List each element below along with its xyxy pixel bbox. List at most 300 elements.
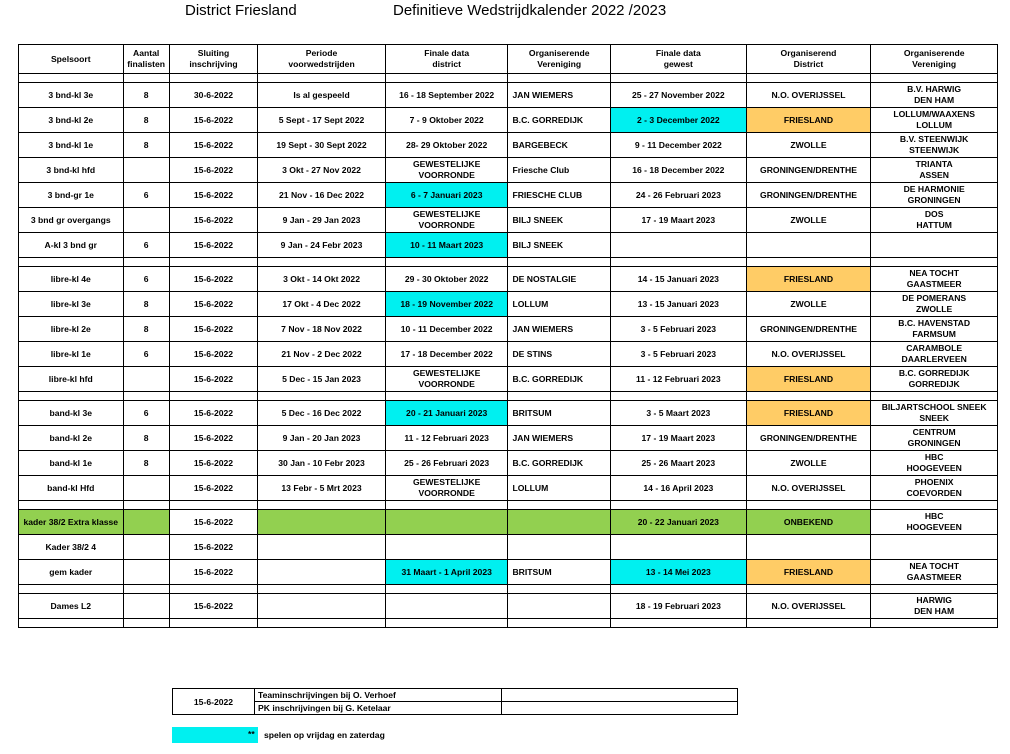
cell-organiserend-district	[746, 367, 871, 392]
cell-aantal-finalisten	[123, 401, 169, 426]
cell-aantal-finalisten	[123, 342, 169, 367]
table-row	[19, 401, 998, 426]
cell-finale-data-gewest	[610, 426, 746, 451]
spacer-cell	[258, 258, 386, 267]
table-row	[19, 476, 998, 501]
header-line: Periode	[305, 48, 338, 58]
spacer-cell	[508, 258, 611, 267]
cell-text: 13 - 15 Januari 2023	[637, 298, 719, 309]
cell-sluiting-inschrijving	[169, 560, 257, 585]
cell-finale-data-district	[385, 183, 508, 208]
cell-text: B.C. GORREDIJK	[512, 457, 584, 468]
cell-text: 3 - 5 Februari 2023	[640, 348, 717, 359]
cell-text: GEWESTELIJKE	[412, 477, 481, 487]
calendar-title: Definitieve Wedstrijdkalender 2022 /2023	[393, 2, 667, 19]
header-row	[19, 45, 998, 74]
cell-text: ZWOLLE	[790, 457, 827, 468]
cell-text: 8	[143, 89, 149, 100]
spacer-cell	[746, 258, 871, 267]
cell-periode-voorwedstrijden	[258, 108, 386, 133]
cell-text: 15-6-2022	[193, 114, 234, 125]
cell-periode-voorwedstrijden	[258, 401, 386, 426]
cell-text: 15-6-2022	[193, 516, 234, 527]
cell-text: BILJ SNEEK	[512, 239, 564, 250]
cell-finale-data-gewest	[610, 510, 746, 535]
cell-organiserende-vereniging	[508, 317, 611, 342]
cell-sluiting-inschrijving	[169, 367, 257, 392]
spacer-cell	[508, 619, 611, 628]
cell-periode-voorwedstrijden	[258, 133, 386, 158]
cell-organiserend-district	[746, 317, 871, 342]
table-row	[19, 133, 998, 158]
cell-text: GRONINGEN/DRENTHE	[760, 189, 857, 200]
spacer-cell	[123, 501, 169, 510]
spacer-cell	[123, 258, 169, 267]
cell-text: GAASTMEER	[906, 279, 962, 289]
cell-text: 13 - 14 Mei 2023	[645, 566, 711, 577]
cell-sluiting-inschrijving	[169, 158, 257, 183]
cell-text: ZWOLLE	[790, 214, 827, 225]
pk-registration-note: PK inschrijvingen bij G. Ketelaar	[255, 702, 502, 715]
cell-text: 15-6-2022	[193, 407, 234, 418]
cell-spelsoort	[19, 208, 124, 233]
spacer-cell	[169, 619, 257, 628]
cell-organiserende-vereniging-gewest	[871, 367, 998, 392]
cell-spelsoort	[19, 560, 124, 585]
cell-finale-data-district	[385, 158, 508, 183]
cell-organiserende-vereniging-gewest	[871, 594, 998, 619]
cell-finale-data-gewest	[610, 83, 746, 108]
cell-text: 18 - 19 November 2022	[400, 298, 493, 309]
cell-text: ZWOLLE	[790, 298, 827, 309]
header-line: Organiserend	[780, 48, 837, 58]
cell-text: 17 - 19 Maart 2023	[641, 432, 716, 443]
cell-organiserende-vereniging-gewest	[871, 401, 998, 426]
cell-organiserende-vereniging-gewest	[871, 158, 998, 183]
cell-spelsoort	[19, 451, 124, 476]
cell-spelsoort	[19, 594, 124, 619]
cell-finale-data-gewest	[610, 292, 746, 317]
cell-finale-data-district	[385, 401, 508, 426]
cell-text: B.C. GORREDIJK	[512, 373, 584, 384]
spacer-cell	[508, 501, 611, 510]
cell-organiserende-vereniging-gewest	[871, 83, 998, 108]
cell-text: GEWESTELIJKE	[412, 209, 481, 219]
registration-info-table	[172, 688, 738, 715]
cell-text: JAN WIEMERS	[512, 89, 574, 100]
spacer-cell	[169, 258, 257, 267]
cell-aantal-finalisten	[123, 594, 169, 619]
cell-aantal-finalisten	[123, 108, 169, 133]
header-line: finalisten	[127, 59, 166, 69]
cell-periode-voorwedstrijden	[258, 476, 386, 501]
table-row	[19, 158, 998, 183]
cell-spelsoort	[19, 367, 124, 392]
competition-calendar-table	[18, 44, 998, 628]
cell-text: STEENWIJK	[909, 145, 960, 155]
cell-organiserende-vereniging-gewest	[871, 476, 998, 501]
cell-text: 15-6-2022	[193, 566, 234, 577]
cell-organiserende-vereniging	[508, 108, 611, 133]
footer-empty-cell	[502, 689, 738, 702]
cell-text: BRITSUM	[512, 407, 552, 418]
table-row	[19, 292, 998, 317]
cell-sluiting-inschrijving	[169, 267, 257, 292]
cell-text: libre-kl 3e	[50, 298, 91, 309]
cell-text: 13 Febr - 5 Mrt 2023	[281, 482, 362, 493]
cell-text: HOOGEVEEN	[906, 522, 962, 532]
spacer-cell	[610, 258, 746, 267]
cell-organiserende-vereniging	[508, 133, 611, 158]
cell-sluiting-inschrijving	[169, 476, 257, 501]
spacer-cell	[385, 74, 508, 83]
spacer-cell	[19, 585, 124, 594]
cell-text: Friesche Club	[512, 164, 570, 175]
cell-organiserend-district	[746, 267, 871, 292]
cell-text: 3 - 5 Maart 2023	[646, 407, 711, 418]
spacer-cell	[871, 258, 998, 267]
cell-text: TRIANTA	[915, 159, 953, 169]
column-header-organiserende-vereniging	[508, 45, 611, 74]
cell-periode-voorwedstrijden	[258, 158, 386, 183]
column-header-spelsoort	[19, 45, 124, 74]
cell-organiserende-vereniging	[508, 292, 611, 317]
cell-text: 15-6-2022	[193, 298, 234, 309]
cell-text: 8	[143, 139, 149, 150]
cell-text: GORREDIJK	[908, 379, 960, 389]
cell-text: band-kl 1e	[49, 457, 93, 468]
cell-text: 5 Sept - 17 Sept 2022	[278, 114, 365, 125]
cell-text: 15-6-2022	[193, 139, 234, 150]
spacer-cell	[746, 585, 871, 594]
cell-organiserende-vereniging	[508, 510, 611, 535]
cell-text: 3 bnd-kl 2e	[48, 114, 94, 125]
cell-text: BRITSUM	[512, 566, 552, 577]
legend-color-swatch	[172, 727, 258, 743]
cell-finale-data-gewest	[610, 594, 746, 619]
cell-text: DOS	[924, 209, 944, 219]
cell-text: GRONINGEN	[907, 195, 961, 205]
cell-text: 15-6-2022	[193, 164, 234, 175]
cell-finale-data-gewest	[610, 158, 746, 183]
cell-text: B.C. GORREDIJK	[512, 114, 584, 125]
cell-organiserende-vereniging-gewest	[871, 292, 998, 317]
cell-text: 7 Nov - 18 Nov 2022	[281, 323, 362, 334]
cell-spelsoort	[19, 535, 124, 560]
cell-periode-voorwedstrijden	[258, 183, 386, 208]
footer-empty-cell	[502, 702, 738, 715]
column-header-periode-voorwedstrijden	[258, 45, 386, 74]
spacer-cell	[169, 501, 257, 510]
cell-text: FRIESLAND	[783, 407, 834, 418]
cell-text: 25 - 27 November 2022	[631, 89, 725, 100]
cell-organiserend-district	[746, 208, 871, 233]
cell-finale-data-district	[385, 451, 508, 476]
cell-finale-data-gewest	[610, 560, 746, 585]
cell-organiserende-vereniging	[508, 233, 611, 258]
cell-finale-data-gewest	[610, 476, 746, 501]
cell-periode-voorwedstrijden	[258, 451, 386, 476]
cell-organiserend-district	[746, 510, 871, 535]
spacer-cell	[123, 585, 169, 594]
cell-organiserende-vereniging-gewest	[871, 535, 998, 560]
cell-text: 3 bnd gr overgangs	[30, 214, 111, 225]
spacer-cell	[508, 74, 611, 83]
cell-finale-data-district	[385, 108, 508, 133]
cell-text: 16 - 18 September 2022	[399, 89, 495, 100]
cell-sluiting-inschrijving	[169, 108, 257, 133]
cell-aantal-finalisten	[123, 535, 169, 560]
cell-organiserende-vereniging	[508, 426, 611, 451]
cell-finale-data-gewest	[610, 233, 746, 258]
cell-organiserende-vereniging	[508, 183, 611, 208]
cell-organiserende-vereniging-gewest	[871, 560, 998, 585]
cell-sluiting-inschrijving	[169, 594, 257, 619]
cell-text: 3 bnd-kl 3e	[48, 89, 94, 100]
spacer-cell	[508, 392, 611, 401]
column-header-organiserende-vereniging-gewest	[871, 45, 998, 74]
header-line: Finale data	[424, 48, 470, 58]
cell-aantal-finalisten	[123, 367, 169, 392]
cell-text: GRONINGEN	[907, 438, 961, 448]
cell-text: 6	[143, 239, 149, 250]
cell-text: BILJARTSCHOOL SNEEK	[881, 402, 987, 412]
cell-text: 17 - 19 Maart 2023	[641, 214, 716, 225]
cell-text: GEWESTELIJKE	[412, 368, 481, 378]
table-row	[19, 535, 998, 560]
cell-text: DE NOSTALGIE	[512, 273, 577, 284]
cell-aantal-finalisten	[123, 476, 169, 501]
cell-text: JAN WIEMERS	[512, 323, 574, 334]
cell-text: LOLLUM	[512, 482, 549, 493]
cell-aantal-finalisten	[123, 158, 169, 183]
cell-text: libre-kl hfd	[48, 373, 93, 384]
cell-aantal-finalisten	[123, 208, 169, 233]
cell-text: SNEEK	[919, 413, 949, 423]
table-row	[19, 451, 998, 476]
district-title: District Friesland	[185, 2, 297, 19]
cell-text: 8	[143, 298, 149, 309]
cell-finale-data-gewest	[610, 317, 746, 342]
spacer-cell	[385, 392, 508, 401]
cell-periode-voorwedstrijden	[258, 233, 386, 258]
cell-organiserend-district	[746, 108, 871, 133]
cell-organiserende-vereniging-gewest	[871, 317, 998, 342]
table-row	[19, 426, 998, 451]
cell-text: 16 - 18 December 2022	[632, 164, 725, 175]
cell-spelsoort	[19, 267, 124, 292]
column-header-organiserend-district	[746, 45, 871, 74]
cell-sluiting-inschrijving	[169, 208, 257, 233]
header-line: district	[432, 59, 461, 69]
registration-deadline: 15-6-2022	[173, 689, 255, 715]
header-line: Spelsoort	[50, 53, 91, 64]
header-line: Aantal	[133, 48, 160, 58]
cell-text: 30 Jan - 10 Febr 2023	[278, 457, 365, 468]
cell-organiserende-vereniging	[508, 560, 611, 585]
cell-text: ZWOLLE	[916, 304, 953, 314]
cell-text: LOLLUM	[512, 298, 549, 309]
cell-text: COEVORDEN	[906, 488, 962, 498]
cell-aantal-finalisten	[123, 267, 169, 292]
cell-text: 3 - 5 Februari 2023	[640, 323, 717, 334]
cell-text: B.V. HARWIG	[907, 84, 962, 94]
cell-organiserende-vereniging-gewest	[871, 267, 998, 292]
cell-text: 15-6-2022	[193, 273, 234, 284]
cell-organiserende-vereniging-gewest	[871, 451, 998, 476]
cell-text: band-kl 2e	[49, 432, 93, 443]
cell-periode-voorwedstrijden	[258, 426, 386, 451]
table-row	[19, 83, 998, 108]
cell-organiserende-vereniging	[508, 594, 611, 619]
cell-organiserende-vereniging-gewest	[871, 108, 998, 133]
cell-text: 9 Jan - 20 Jan 2023	[282, 432, 361, 443]
cell-finale-data-district	[385, 267, 508, 292]
cell-organiserend-district	[746, 451, 871, 476]
cell-text: 8	[143, 432, 149, 443]
cell-organiserende-vereniging	[508, 451, 611, 476]
column-header-finale-data-district	[385, 45, 508, 74]
spacer-row	[19, 74, 998, 83]
cell-text: DE POMERANS	[902, 293, 967, 303]
spacer-cell	[169, 585, 257, 594]
cell-spelsoort	[19, 83, 124, 108]
cell-text: 15-6-2022	[193, 189, 234, 200]
cell-periode-voorwedstrijden	[258, 292, 386, 317]
cell-organiserend-district	[746, 401, 871, 426]
header-line: Sluiting	[197, 48, 230, 58]
cell-text: NEA TOCHT	[909, 561, 959, 571]
header-line: Organiserende	[528, 48, 590, 58]
cell-text: band-kl 3e	[49, 407, 93, 418]
cell-finale-data-district	[385, 317, 508, 342]
cell-text: libre-kl 4e	[50, 273, 91, 284]
cell-text: 6	[143, 348, 149, 359]
header-line: voorwedstrijden	[288, 59, 355, 69]
cell-text: BILJ SNEEK	[512, 214, 564, 225]
cell-text: 15-6-2022	[193, 214, 234, 225]
cell-organiserend-district	[746, 158, 871, 183]
spacer-cell	[746, 74, 871, 83]
header-line: Vereniging	[537, 59, 582, 69]
spacer-cell	[385, 619, 508, 628]
spacer-cell	[871, 619, 998, 628]
spacer-cell	[610, 585, 746, 594]
cell-aantal-finalisten	[123, 560, 169, 585]
cell-finale-data-district	[385, 476, 508, 501]
cell-text: 15-6-2022	[193, 323, 234, 334]
spacer-row	[19, 258, 998, 267]
cell-sluiting-inschrijving	[169, 426, 257, 451]
spacer-cell	[19, 619, 124, 628]
cell-spelsoort	[19, 317, 124, 342]
spacer-cell	[871, 501, 998, 510]
spacer-cell	[508, 585, 611, 594]
cell-text: N.O. OVERIJSSEL	[771, 89, 846, 100]
cell-text: 20 - 21 Januari 2023	[406, 407, 488, 418]
cell-finale-data-gewest	[610, 267, 746, 292]
cell-sluiting-inschrijving	[169, 292, 257, 317]
cell-text: A-kl 3 bnd gr	[44, 239, 98, 250]
cell-text: GAASTMEER	[906, 572, 962, 582]
cell-text: gem kader	[49, 566, 93, 577]
column-header-aantal-finalisten	[123, 45, 169, 74]
spacer-cell	[385, 258, 508, 267]
spacer-cell	[258, 74, 386, 83]
cell-periode-voorwedstrijden	[258, 208, 386, 233]
cell-finale-data-district	[385, 594, 508, 619]
cell-periode-voorwedstrijden	[258, 594, 386, 619]
cell-periode-voorwedstrijden	[258, 267, 386, 292]
cell-text: N.O. OVERIJSSEL	[771, 600, 846, 611]
cell-text: libre-kl 1e	[50, 348, 91, 359]
cell-text: 6	[143, 273, 149, 284]
cell-text: B.C. HAVENSTAD	[898, 318, 971, 328]
cell-text: B.V. STEENWIJK	[899, 134, 969, 144]
cell-aantal-finalisten	[123, 133, 169, 158]
cell-periode-voorwedstrijden	[258, 535, 386, 560]
cell-text: 8	[143, 114, 149, 125]
cell-text: VOORRONDE	[418, 488, 475, 498]
spacer-row	[19, 501, 998, 510]
cell-text: GRONINGEN/DRENTHE	[760, 164, 857, 175]
cell-text: 25 - 26 Februari 2023	[404, 457, 490, 468]
cell-sluiting-inschrijving	[169, 83, 257, 108]
cell-finale-data-district	[385, 208, 508, 233]
cell-organiserend-district	[746, 535, 871, 560]
spacer-cell	[746, 501, 871, 510]
cell-finale-data-gewest	[610, 342, 746, 367]
cell-text: CENTRUM	[912, 427, 956, 437]
cell-text: BARGEBECK	[512, 139, 568, 150]
cell-organiserende-vereniging-gewest	[871, 426, 998, 451]
cell-text: 17 Okt - 4 Dec 2022	[282, 298, 361, 309]
cell-text: DAARLERVEEN	[901, 354, 967, 364]
header-line: inschrijving	[189, 59, 238, 69]
cell-text: DE HARMONIE	[903, 184, 965, 194]
cell-spelsoort	[19, 183, 124, 208]
spacer-cell	[610, 74, 746, 83]
table-row	[19, 594, 998, 619]
cell-text: 7 - 9 Oktober 2022	[409, 114, 484, 125]
spacer-cell	[169, 74, 257, 83]
cell-text: ASSEN	[919, 170, 949, 180]
cell-sluiting-inschrijving	[169, 133, 257, 158]
cell-text: FRIESLAND	[783, 373, 834, 384]
cell-text: HATTUM	[916, 220, 952, 230]
cell-text: 18 - 19 Februari 2023	[635, 600, 721, 611]
cell-finale-data-gewest	[610, 133, 746, 158]
cell-text: GEWESTELIJKE	[412, 159, 481, 169]
cell-text: Is al gespeeld	[293, 89, 350, 100]
cell-organiserende-vereniging	[508, 401, 611, 426]
cell-text: Kader 38/2 4	[45, 541, 97, 552]
cell-finale-data-gewest	[610, 451, 746, 476]
table-row	[19, 342, 998, 367]
cell-periode-voorwedstrijden	[258, 317, 386, 342]
cell-organiserende-vereniging	[508, 83, 611, 108]
cell-text: 31 Maart - 1 April 2023	[401, 566, 492, 577]
spacer-cell	[19, 258, 124, 267]
spacer-row	[19, 585, 998, 594]
cell-text: 3 bnd-gr 1e	[47, 189, 94, 200]
cell-text: 29 - 30 Oktober 2022	[404, 273, 489, 284]
spacer-cell	[610, 392, 746, 401]
cell-text: 14 - 16 April 2023	[643, 482, 714, 493]
cell-text: 21 Nov - 16 Dec 2022	[279, 189, 365, 200]
cell-organiserend-district	[746, 426, 871, 451]
cell-text: 15-6-2022	[193, 541, 234, 552]
